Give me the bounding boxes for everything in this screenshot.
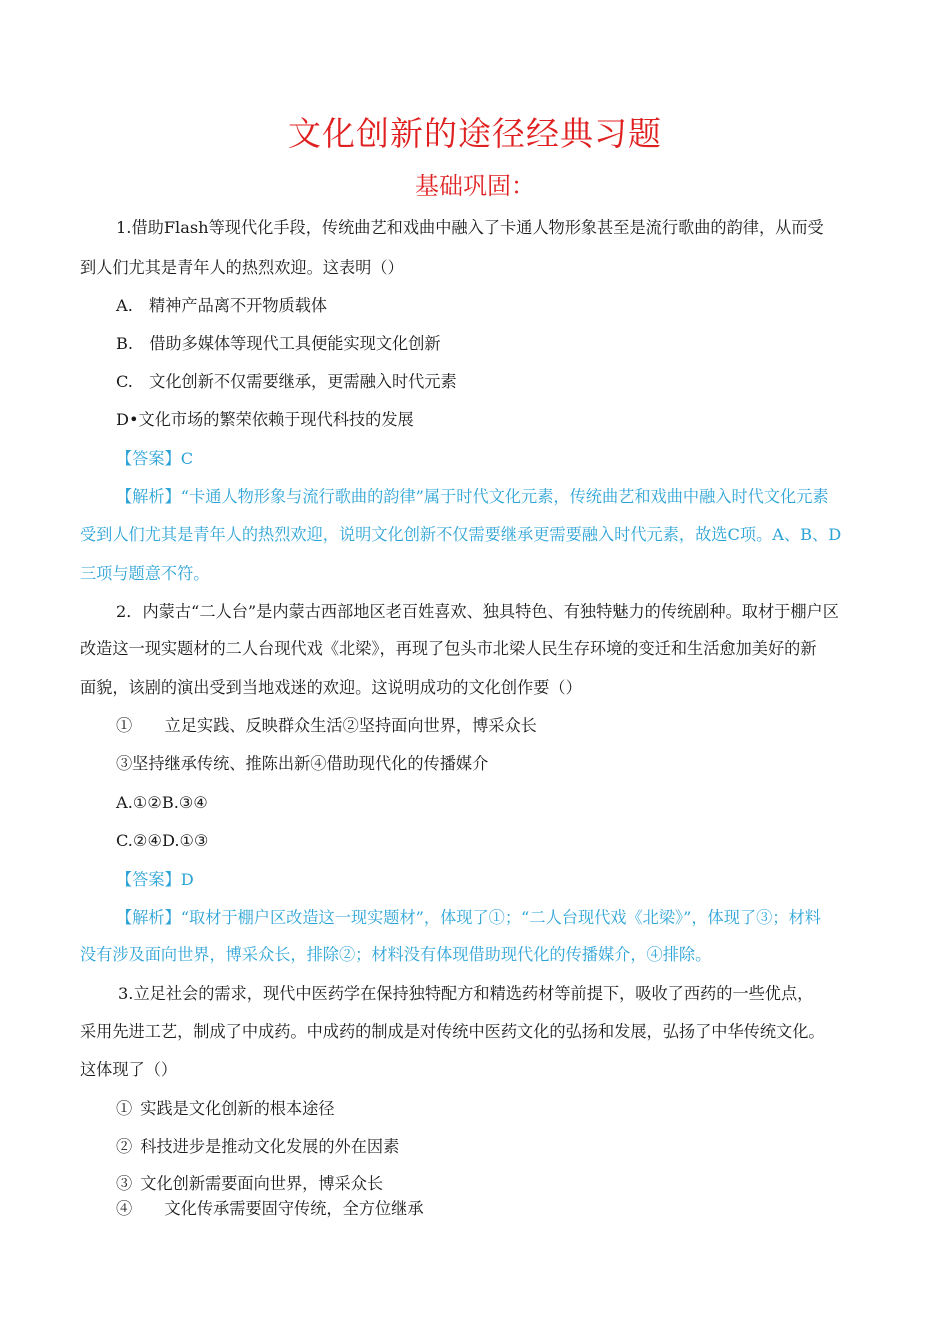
question-2-stem-line-1: 2．内蒙古“二人台”是内蒙古西部地区老百姓喜欢、独具特色、有独特魅力的传统剧种。取材于棚户区: [116, 602, 839, 621]
question-3-stem-line-1: 3.立足社会的需求，现代中医药学在保持独特配方和精选药材等前提下，吸收了西药的一些优点，: [118, 984, 814, 1003]
question-1-analysis-line-3: 三项与题意不符。: [80, 564, 210, 583]
question-2-answer: 【答案】D: [116, 870, 194, 889]
question-2-items-1-2: ① 立足实践、反映群众生活②坚持面向世界，博采众长: [116, 716, 537, 735]
question-1-stem-line-1: 1.借助Flash等现代化手段，传统曲艺和戏曲中融入了卡通人物形象甚至是流行歌曲的韵律，从而受: [116, 218, 824, 237]
question-2-analysis-line-1: 【解析】“取材于棚户区改造这一现实题材”，体现了①；“二人台现代戏《北梁》”，体现了③；材料: [116, 908, 821, 927]
question-3-stem-line-3: 这体现了（）: [80, 1060, 178, 1079]
question-2-items-3-4: ③坚持继承传统、推陈出新④借助现代化的传播媒介: [116, 754, 489, 773]
section-heading: 基础巩固：: [415, 172, 535, 200]
question-2-analysis-line-2: 没有涉及面向世界，博采众长，排除②；材料没有体现借助现代化的传播媒介，④排除。: [80, 945, 712, 964]
question-1-option-a: A. 精神产品离不开物质载体: [116, 296, 328, 315]
question-3-item-4: ④ 文化传承需要固守传统，全方位继承: [116, 1199, 424, 1218]
question-1-stem-line-2: 到人们尤其是青年人的热烈欢迎。这表明（）: [80, 258, 404, 277]
question-1-option-c: C. 文化创新不仅需要继承，更需融入时代元素: [116, 372, 457, 391]
question-1-answer: 【答案】C: [116, 449, 194, 468]
question-2-options-a-b: A.①②B.③④: [116, 793, 208, 812]
question-3-stem-line-2: 采用先进工艺，制成了中成药。中成药的制成是对传统中医药文化的弘扬和发展，弘扬了中华传统文化。: [80, 1022, 825, 1041]
question-3-item-3: ③ 文化创新需要面向世界，博采众长: [116, 1174, 384, 1193]
question-3-item-2: ② 科技进步是推动文化发展的外在因素: [116, 1137, 400, 1156]
question-1-analysis-line-2: 受到人们尤其是青年人的热烈欢迎，说明文化创新不仅需要继承更需要融入时代元素，故选C项。A、B、D: [80, 525, 842, 544]
question-1-analysis-line-1: 【解析】“卡通人物形象与流行歌曲的韵律”属于时代文化元素，传统曲艺和戏曲中融入时代文化元素: [116, 487, 829, 506]
document-title: 文化创新的途径经典习题: [288, 114, 662, 153]
question-1-option-b: B. 借助多媒体等现代工具便能实现文化创新: [116, 334, 441, 353]
question-2-options-c-d: C.②④D.①③: [116, 831, 209, 850]
question-1-option-d: D•文化市场的繁荣依赖于现代科技的发展: [116, 410, 414, 429]
question-3-item-1: ① 实践是文化创新的根本途径: [116, 1099, 335, 1118]
question-2-stem-line-2: 改造这一现实题材的二人台现代戏《北梁》，再现了包头市北梁人民生存环境的变迁和生活愈加美好的新: [80, 639, 817, 658]
question-2-stem-line-3: 面貌，该剧的演出受到当地戏迷的欢迎。这说明成功的文化创作要（）: [80, 678, 582, 697]
